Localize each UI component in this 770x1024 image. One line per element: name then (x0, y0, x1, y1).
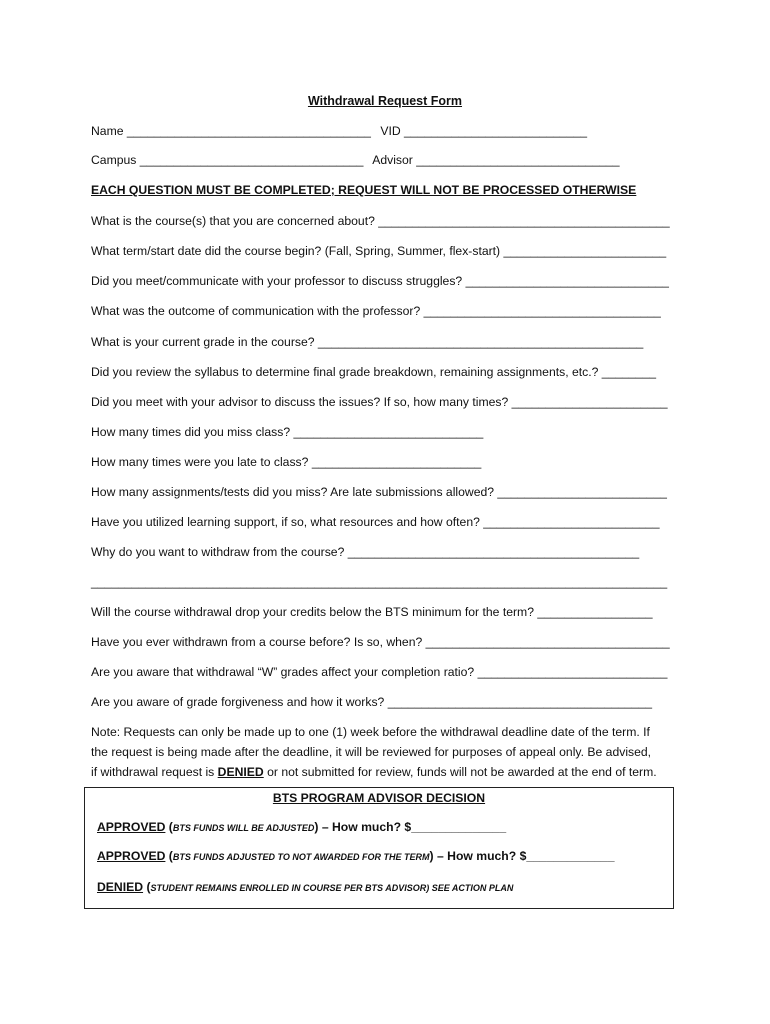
decision-amount[interactable]: ) – How much? $_____________ (429, 849, 615, 863)
name-field[interactable]: ____________________________________ (126, 124, 371, 138)
question-line[interactable]: Did you meet/communicate with your professor to discuss struggles? ______________________________ (91, 274, 669, 288)
name-vid-row (91, 123, 587, 139)
campus-advisor-row (91, 152, 620, 168)
campus-label: Campus (91, 153, 137, 167)
decision-label: DENIED (97, 880, 144, 894)
question-line[interactable]: What term/start date did the course begin? (Fall, Spring, Summer, flex-start) ________________________ (91, 244, 667, 258)
decision-label: APPROVED (97, 849, 166, 863)
advisor-field[interactable]: ______________________________ (416, 153, 620, 167)
decision-denied[interactable] (97, 880, 513, 894)
advisor-decision-box (84, 787, 674, 909)
vid-field[interactable]: ___________________________ (404, 124, 588, 138)
note-paragraph (91, 722, 691, 782)
decision-approved-adjusted[interactable] (97, 820, 506, 834)
vid-label: VID (380, 124, 401, 138)
question-line[interactable]: Will the course withdrawal drop your credits below the BTS minimum for the term? _________________ (91, 605, 653, 619)
advisor-label: Advisor (372, 153, 413, 167)
decision-box-title: BTS PROGRAM ADVISOR DECISION (272, 791, 486, 805)
decision-amount[interactable]: ) – How much? $______________ (314, 820, 507, 834)
question-line[interactable]: Have you utilized learning support, if so, what resources and how often? __________________________ (91, 515, 660, 529)
question-line[interactable]: How many assignments/tests did you miss? Are late submissions allowed? _________________________ (91, 485, 667, 499)
note-line-1: Note: Requests can only be made up to one (1) week before the withdrawal deadline date of the term. If (91, 725, 650, 739)
decision-text: ( (143, 880, 151, 894)
question-line[interactable]: What is your current grade in the course? ________________________________________________ (91, 335, 644, 349)
instruction-heading: EACH QUESTION MUST BE COMPLETED; REQUEST WILL NOT BE PROCESSED OTHERWISE (91, 183, 637, 197)
form-title: Withdrawal Request Form (307, 94, 463, 108)
question-line[interactable]: How many times were you late to class? _________________________ (91, 455, 482, 469)
decision-detail: STUDENT REMAINS ENROLLED IN COURSE PER BTS ADVISOR) SEE ACTION PLAN (150, 883, 514, 893)
question-line[interactable]: What is the course(s) that you are concerned about? ___________________________________________ (91, 214, 670, 228)
question-line[interactable]: Are you aware that withdrawal “W” grades affect your completion ratio? ____________________________ (91, 665, 668, 679)
question-line[interactable]: Are you aware of grade forgiveness and how it works? _______________________________________ (91, 695, 653, 709)
question-line[interactable]: How many times did you miss class? ____________________________ (91, 425, 484, 439)
decision-text: ( (165, 849, 173, 863)
question-line[interactable]: What was the outcome of communication with the professor? ___________________________________ (91, 304, 661, 318)
note-line-2: the request is being made after the deadline, it will be reviewed for purposes of appeal only. Be advised, (91, 745, 652, 759)
decision-text: ( (165, 820, 173, 834)
decision-label: APPROVED (97, 820, 166, 834)
question-line[interactable]: Did you review the syllabus to determine final grade breakdown, remaining assignments, etc.? ________ (91, 365, 657, 379)
decision-detail: BTS FUNDS ADJUSTED TO NOT AWARDED FOR THE TERM (172, 852, 430, 862)
note-text: or not submitted for review, funds will not be awarded at the end of term. (263, 765, 657, 779)
campus-field[interactable]: _________________________________ (139, 153, 364, 167)
question-line[interactable]: Have you ever withdrawn from a course before? Is so, when? ____________________________________ (91, 635, 670, 649)
question-line[interactable]: Did you meet with your advisor to discuss the issues? If so, how many times? _______________________ (91, 395, 668, 409)
note-line-3 (91, 762, 691, 782)
note-text: if withdrawal request is (91, 765, 218, 779)
decision-approved-not-awarded[interactable] (97, 849, 614, 863)
denied-emphasis: DENIED (217, 765, 264, 779)
decision-detail: BTS FUNDS WILL BE ADJUSTED (172, 823, 315, 833)
question-line[interactable]: Why do you want to withdraw from the course? ___________________________________________ (91, 545, 640, 559)
answer-continuation-line[interactable]: _____________________________________________________________________________________ (91, 575, 668, 589)
name-label: Name (91, 124, 124, 138)
